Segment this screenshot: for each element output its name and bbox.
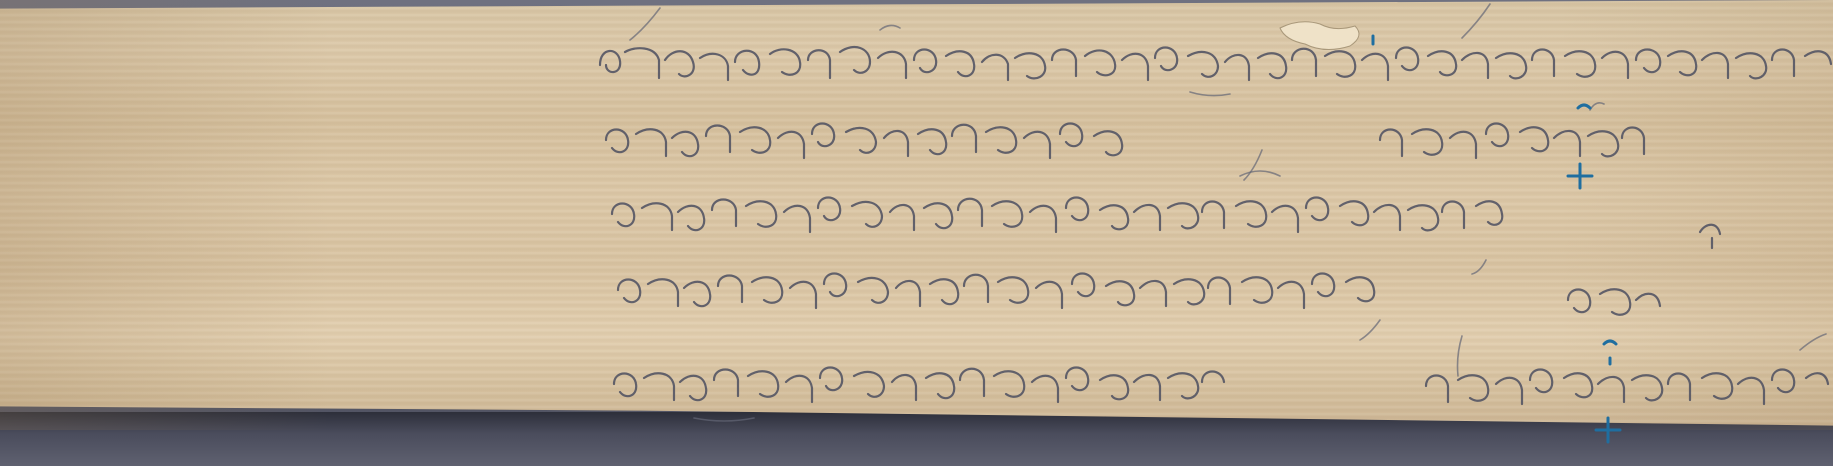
correction-cross-mark: [1568, 164, 1592, 188]
correction-cross-mark: [1596, 418, 1620, 442]
script-line-5: [614, 334, 1828, 421]
script-line-2: [606, 103, 1644, 180]
blue-correction-marks: [1373, 36, 1620, 442]
leaf-damage-spot: [1280, 22, 1359, 50]
correction-tick-mark: [1578, 105, 1590, 108]
script-line-4: [618, 274, 1660, 341]
script-line-1: [600, 4, 1831, 96]
script-line-3: [612, 171, 1720, 274]
correction-tick-mark: [1604, 341, 1616, 364]
